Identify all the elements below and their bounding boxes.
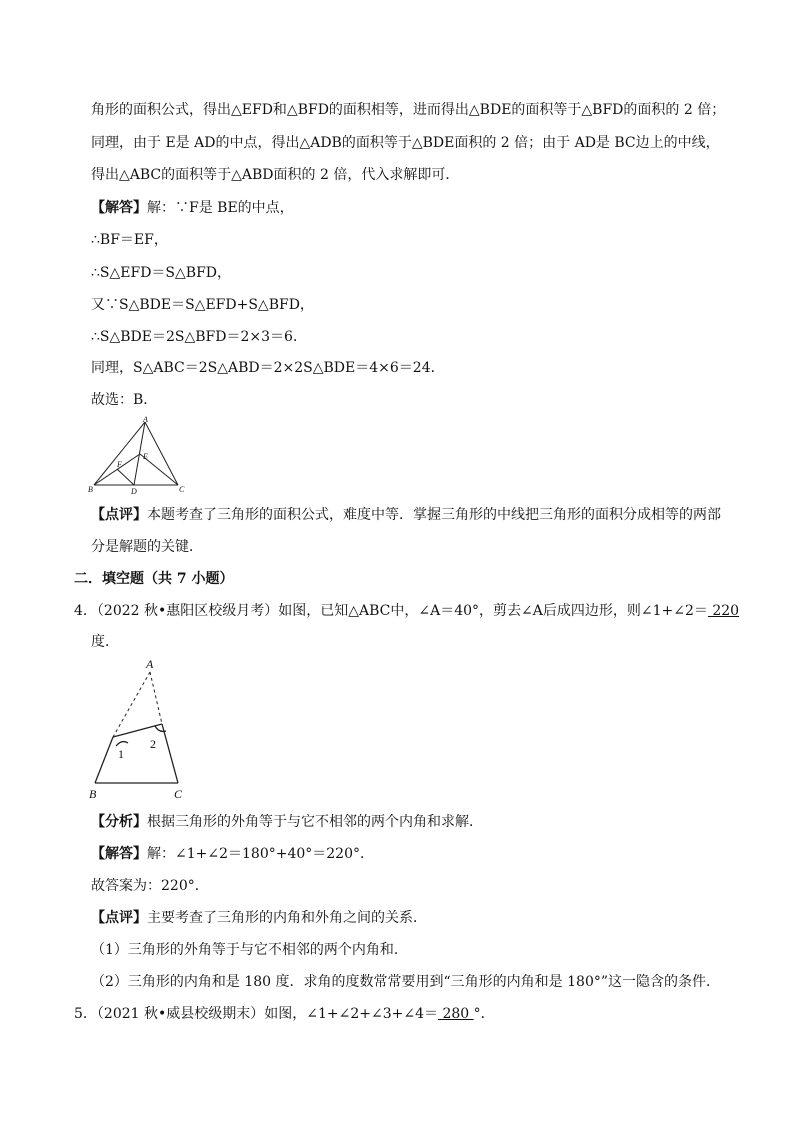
comment2-line-1 [91,908,427,928]
question-5-answer: 280 [438,1006,474,1022]
comment2-line-3: （2）三角形的内角和是 180 度．求角的度数常常要用到“三角形的内角和是 180°”这一隐含的条件． [91,974,721,990]
segment-ac [145,422,178,485]
analysis-line-3: 得出△ABC的面积等于△ABD面积的 2 倍，代入求解即可． [91,167,460,183]
solution-text: 解：∵F是 BE的中点， [147,200,294,216]
question-5 [74,1004,495,1024]
question-4-unit: 度． [91,634,119,650]
question-4-text: 4．（2022 秋•惠阳区校级月考）如图，已知△ABC中，∠A＝40°，剪去∠A后成四边形，则∠1+∠2＝ [74,603,708,619]
cut-edge-right [150,672,162,724]
comment2-tag: 【点评】 [91,910,147,926]
label-b: B [89,787,97,801]
answer-line: 故答案为：220°． [91,878,209,894]
solution-line-4: 又∵S△BDE＝S△EFD+S△BFD， [91,297,314,313]
solution-line-6: 同理，S△ABC＝2S△ABD＝2×2S△BDE＝4×6＝24． [91,360,445,376]
label-b: B [88,485,93,494]
solution-line-1 [91,198,294,218]
solution2-tag: 【解答】 [91,846,147,862]
triangle-figure-2 [86,655,196,805]
comment2-text: 主要考查了三角形的内角和外角之间的关系． [147,910,427,926]
solution2-text: 解：∠1+∠2＝180°+40°＝220°． [147,846,374,862]
segment-ab [94,422,145,485]
question-4-answer: 220 [707,603,740,619]
label-c: C [179,485,185,494]
solution-line-5: ∴S△BDE＝2S△BFD＝2×3＝6． [91,329,307,345]
cut-edge-left [113,672,150,737]
comment-text: 本题考查了三角形的面积公式，难度中等．掌握三角形的中线把三角形的面积分成相等的两部 [147,507,721,523]
analysis-line-1: 角形的面积公式，得出△EFD和△BFD的面积相等，进而得出△BDE的面积等于△BFD的面积的 2 倍； [91,102,726,118]
solution-line-3: ∴S△EFD＝S△BFD， [91,265,232,281]
comment2-line-2: （1）三角形的外角等于与它不相邻的两个内角和． [91,942,408,958]
solution-tag: 【解答】 [91,200,147,216]
analysis2-line [91,812,483,832]
side-right [162,724,178,783]
angle-2-label: 2 [150,737,156,751]
solution2-line [91,844,374,864]
analysis-text: 根据三角形的外角等于与它不相邻的两个内角和求解． [147,814,483,830]
side-left [95,737,113,783]
comment-line-1 [91,505,721,525]
choice-line: 故选：B． [91,392,158,408]
question-5-text: 5．（2021 秋•威县校级期末）如图，∠1+∠2+∠3+∠4＝ [74,1006,438,1022]
section-heading: 二．填空题（共 7 小题） [74,571,234,587]
triangle-figure-1 [86,414,190,496]
analysis-line-2: 同理，由于 E是 AD的中点，得出△ADB的面积等于△BDE面积的 2 倍；由于 AD是 BC边上的中线， [91,135,720,151]
label-c: C [174,787,183,801]
comment-tag: 【点评】 [91,507,147,523]
label-e: E [143,452,148,461]
question-4 [74,601,739,621]
segment-fd [117,469,134,485]
label-d: D [131,487,137,496]
analysis-tag: 【分析】 [91,814,147,830]
label-a: A [146,657,154,671]
question-5-unit: °． [473,1006,495,1022]
angle-1-label: 1 [118,747,124,761]
angle-1-arc [116,742,128,746]
cut-line [113,724,162,737]
comment-line-2: 分是解题的关键． [91,539,203,555]
label-f: F [117,460,122,469]
solution-line-2: ∴BF＝EF， [91,232,168,248]
label-a: A [143,415,148,424]
